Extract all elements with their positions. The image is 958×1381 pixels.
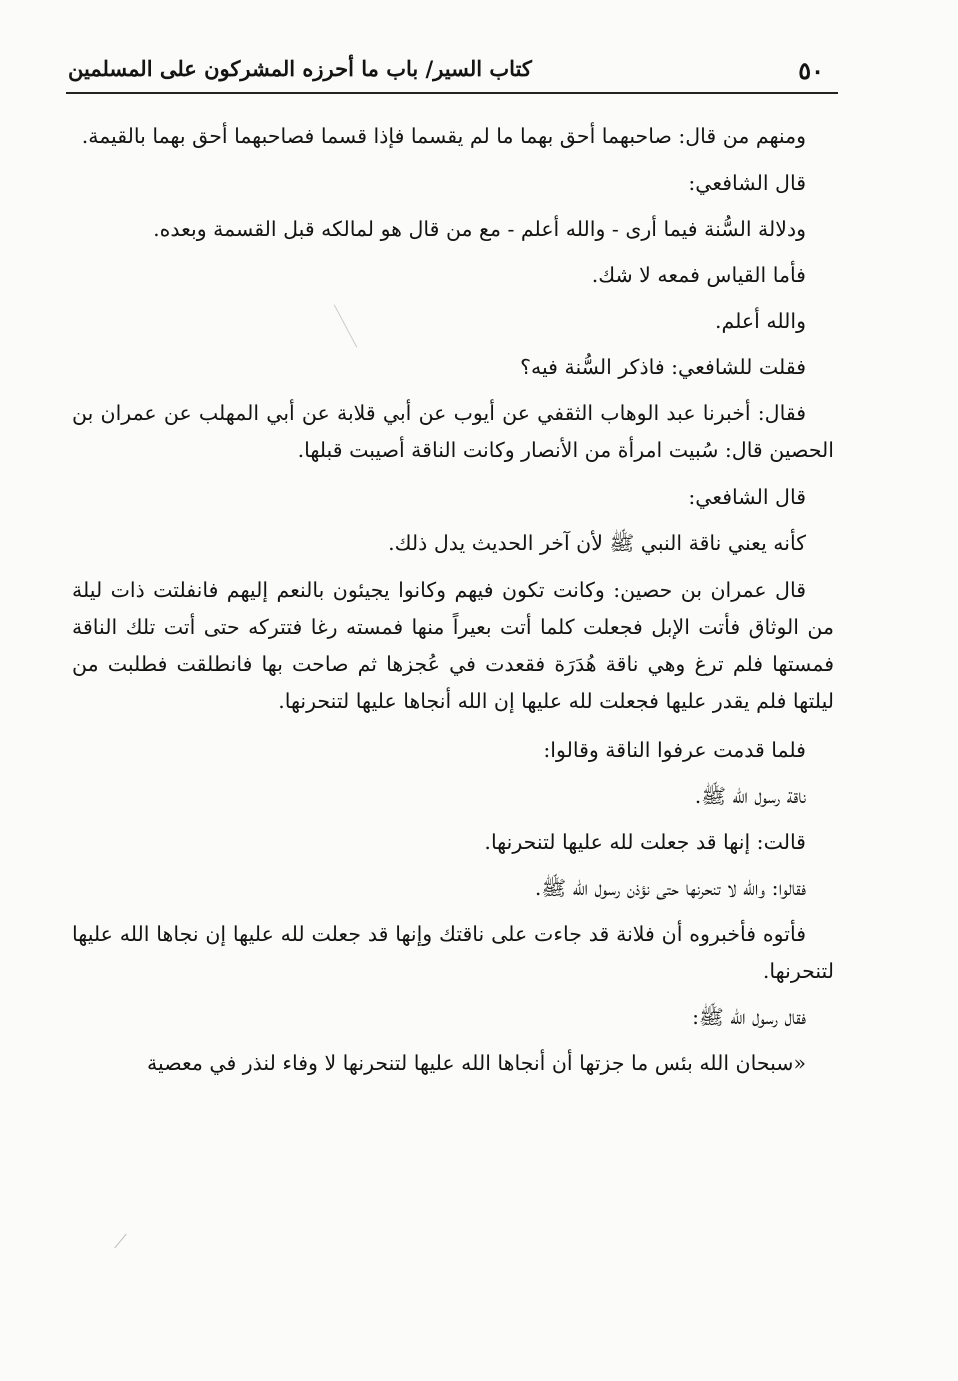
- header-rule: [66, 92, 838, 94]
- page-header: [68, 52, 838, 92]
- paragraph-6: فقلت للشافعي: فاذكر السُّنة فيه؟: [520, 355, 806, 379]
- paragraph-5: والله أعلم.: [714, 309, 806, 333]
- running-title: كتاب السير/ باب ما أحرزه المشركون على المسلمين: [68, 56, 532, 81]
- paragraph-17: «سبحان الله بئس ما جزتها أن أنجاها الله عليها لتنحرنها لا وفاء لنذر في معصية: [147, 1051, 806, 1075]
- scan-artifact-tick: [114, 1234, 126, 1248]
- paragraph-16: فقال رسول الله ﷺ:: [692, 1005, 806, 1029]
- paragraph-12: ناقة رسول الله ﷺ.: [694, 784, 806, 808]
- paragraph-13: قالت: إنها قد جعلت لله عليها لتنحرنها.: [484, 830, 806, 854]
- paragraph-14: فقالوا: والله لا تنحرنها حتى نؤذن رسول الله ﷺ.: [534, 876, 806, 900]
- page-body: [72, 118, 834, 1082]
- paragraph-9: كأنه يعني ناقة النبي ﷺ لأن آخر الحديث يدل ذلك.: [388, 531, 806, 555]
- paragraph-8: قال الشافعي:: [688, 485, 806, 509]
- paragraph-4: فأما القياس فمعه لا شك.: [591, 263, 806, 287]
- paragraph-2: قال الشافعي:: [688, 171, 806, 195]
- paragraph-7: فقال: أخبرنا عبد الوهاب الثقفي عن أيوب عن أبي قلابة عن أبي المهلب عن عمران بن الحصين قال: سُبيت امرأة من الأنصار وكانت الناقة أصيبت قبلها.: [72, 401, 834, 462]
- paragraph-11: فلما قدمت عرفوا الناقة وقالوا:: [543, 738, 806, 762]
- paragraph-3: ودلالة السُّنة فيما أرى - والله أعلم - مع من قال هو لمالكه قبل القسمة وبعده.: [153, 217, 806, 241]
- paragraph-10: قال عمران بن حصين: وكانت تكون فيهم وكانوا يجيئون بالنعم إليهم فانفلتت ذات ليلة من الوثاق فأتت الإبل فجعلت كلما أتت بعيراً منها فمسته رغا فتتركه حتى أتت تلك الناقة فمستها فلم ترغ وهي ناقة هُدَرَة فقعدت في عُجزها ثم صاحت بها فانطلقت فطلبت من ليلتها فلم يقدر عليها فجعلت لله عليها إن الله أنجاها عليها لتنحرنها.: [72, 578, 834, 713]
- paragraph-15: فأتوه فأخبروه أن فلانة قد جاءت على ناقتك وإنها قد جعلت لله عليها إن نجاها الله عليها لتنحرنها.: [72, 922, 834, 983]
- page-number: ٥٠: [798, 56, 824, 85]
- paragraph-1: ومنهم من قال: صاحبهما أحق بهما ما لم يقسما فإذا قسما فصاحبهما أحق بهما بالقيمة.: [81, 124, 806, 148]
